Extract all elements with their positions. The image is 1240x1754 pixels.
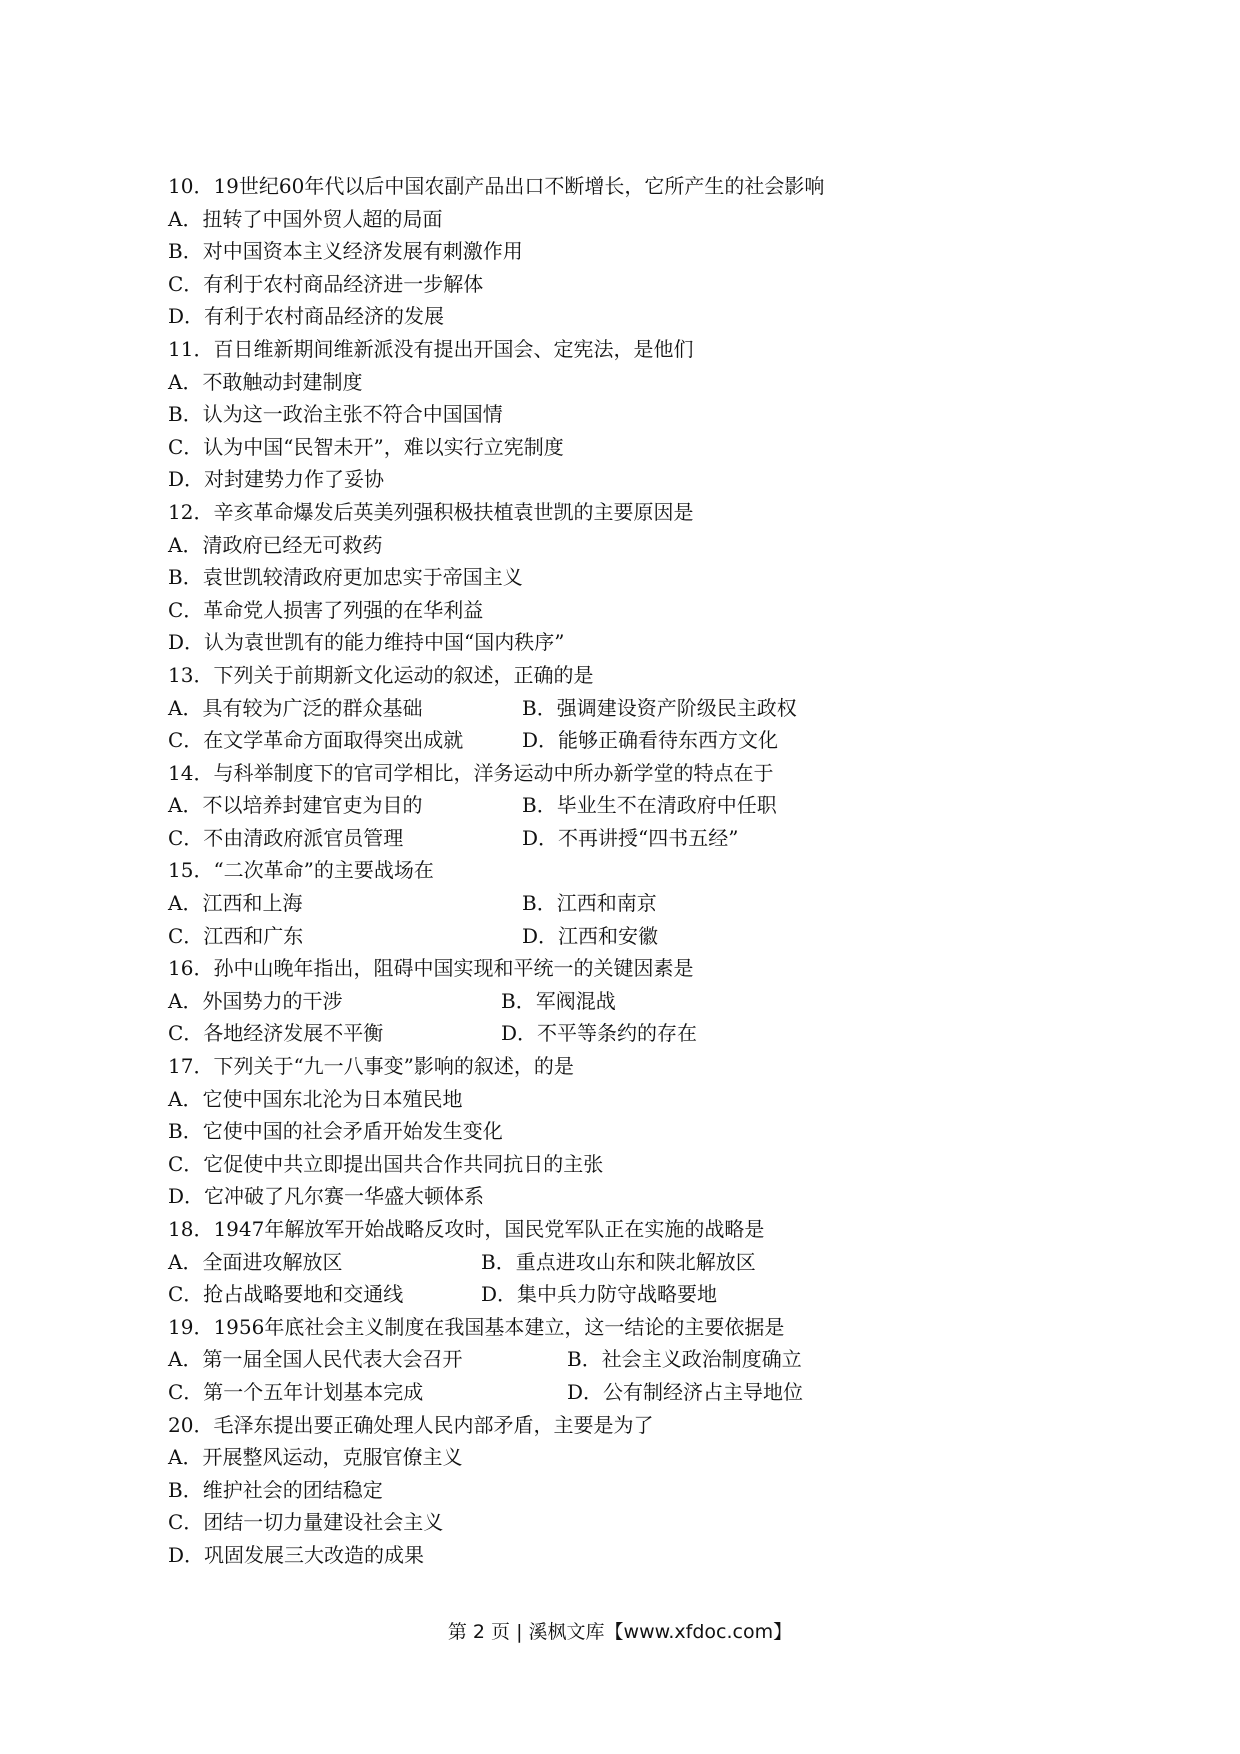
option-row xyxy=(168,463,1108,496)
option-text: C．各地经济发展不平衡 xyxy=(168,1021,384,1046)
option-text: D．认为袁世凯有的能力维持中国“国内秩序” xyxy=(168,630,565,655)
option-row xyxy=(168,1474,1108,1507)
question-list xyxy=(168,170,1108,1572)
option-row xyxy=(168,1278,1108,1311)
option-text: A．第一届全国人民代表大会召开 xyxy=(168,1347,463,1372)
option-row xyxy=(168,985,1108,1018)
option-text: C．有利于农村商品经济进一步解体 xyxy=(168,271,484,296)
option-row xyxy=(168,1376,1108,1409)
option-row xyxy=(168,920,1108,953)
option-row xyxy=(168,1180,1108,1213)
question-stem: 19．1956年底社会主义制度在我国基本建立，这一结论的主要依据是 xyxy=(168,1314,785,1339)
option-row xyxy=(168,626,1108,659)
option-row xyxy=(168,431,1108,464)
question-stem: 11．百日维新期间维新派没有提出开国会、定宪法，是他们 xyxy=(168,336,694,361)
option-text: C．革命党人损害了列强的在华利益 xyxy=(168,597,484,622)
option-text: D．集中兵力防守战略要地 xyxy=(481,1282,718,1307)
option-row xyxy=(168,203,1108,236)
option-text: C．不由清政府派官员管理 xyxy=(168,825,404,850)
option-text: B．毕业生不在清政府中任职 xyxy=(522,793,777,818)
option-row xyxy=(168,822,1108,855)
option-row xyxy=(168,1539,1108,1572)
option-text: C．在文学革命方面取得突出成就 xyxy=(168,728,464,753)
question-stem: 18．1947年解放军开始战略反攻时，国民党军队正在实施的战略是 xyxy=(168,1217,765,1241)
option-text: C．抢占战略要地和交通线 xyxy=(168,1282,404,1307)
option-row xyxy=(168,887,1108,920)
option-text: B．对中国资本主义经济发展有刺激作用 xyxy=(168,239,523,264)
option-row xyxy=(168,1115,1108,1148)
option-text: B．强调建设资产阶级民主政权 xyxy=(522,695,797,720)
option-row xyxy=(168,561,1108,594)
option-row xyxy=(168,1148,1108,1181)
option-row xyxy=(168,1017,1108,1050)
option-text: B．社会主义政治制度确立 xyxy=(567,1347,802,1372)
option-text: A．不以培养封建官吏为目的 xyxy=(168,793,423,818)
option-row xyxy=(168,789,1108,822)
question-stem: 10．19世纪60年代以后中国农副产品出口不断增长，它所产生的社会影响 xyxy=(168,174,825,198)
option-row xyxy=(168,724,1108,757)
option-text: D．能够正确看待东西方文化 xyxy=(522,728,779,753)
question-stem: 13．下列关于前期新文化运动的叙述，正确的是 xyxy=(168,662,594,687)
option-text: B．它使中国的社会矛盾开始发生变化 xyxy=(168,1119,503,1144)
option-text: A．外国势力的干涉 xyxy=(168,988,343,1013)
question-stem: 20．毛泽东提出要正确处理人民内部矛盾，主要是为了 xyxy=(168,1412,654,1437)
option-text: D．巩固发展三大改造的成果 xyxy=(168,1542,425,1567)
question-stem: 17．下列关于“九一八事变”影响的叙述，的是 xyxy=(168,1054,574,1079)
option-row xyxy=(168,235,1108,268)
option-text: D．它冲破了凡尔赛一华盛大顿体系 xyxy=(168,1184,485,1209)
option-row xyxy=(168,594,1108,627)
option-row xyxy=(168,692,1108,725)
option-text: A．开展整风运动，克服官僚主义 xyxy=(168,1445,463,1470)
option-text: A．它使中国东北沦为日本殖民地 xyxy=(168,1086,463,1111)
option-text: B．认为这一政治主张不符合中国国情 xyxy=(168,402,503,427)
option-text: A．清政府已经无可救药 xyxy=(168,532,383,557)
option-text: D．公有制经济占主导地位 xyxy=(567,1379,804,1404)
option-text: D．对封建势力作了妥协 xyxy=(168,467,385,492)
page-footer: 第 2 页 | 溪枫文库【www.xfdoc.com】 xyxy=(447,1621,793,1643)
option-row xyxy=(168,268,1108,301)
option-text: D．不平等条约的存在 xyxy=(501,1021,698,1046)
option-text: C．第一个五年计划基本完成 xyxy=(168,1379,424,1404)
option-text: D．不再讲授“四书五经” xyxy=(522,825,739,850)
option-text: B．维护社会的团结稳定 xyxy=(168,1477,383,1502)
option-text: B．重点进攻山东和陕北解放区 xyxy=(481,1249,756,1274)
question-stem: 16．孙中山晚年指出，阻碍中国实现和平统一的关键因素是 xyxy=(168,956,694,981)
option-text: C．认为中国“民智未开”，难以实行立宪制度 xyxy=(168,434,564,459)
option-text: C．它促使中共立即提出国共合作共同抗日的主张 xyxy=(168,1151,604,1176)
option-row xyxy=(168,529,1108,562)
option-row xyxy=(168,1083,1108,1116)
option-text: C．团结一切力量建设社会主义 xyxy=(168,1510,444,1535)
question-stem: 14．与科举制度下的官司学相比，洋务运动中所办新学堂的特点在于 xyxy=(168,760,774,785)
option-row xyxy=(168,300,1108,333)
option-row xyxy=(168,366,1108,399)
option-row xyxy=(168,1246,1108,1279)
option-text: A．扭转了中国外贸人超的局面 xyxy=(168,206,443,231)
option-text: D．江西和安徽 xyxy=(522,923,659,948)
option-text: C．江西和广东 xyxy=(168,923,304,948)
option-text: D．有利于农村商品经济的发展 xyxy=(168,304,445,329)
question-stem: 15．“二次革命”的主要战场在 xyxy=(168,858,434,883)
option-row xyxy=(168,398,1108,431)
option-text: B．袁世凯较清政府更加忠实于帝国主义 xyxy=(168,565,523,590)
option-row xyxy=(168,1441,1108,1474)
option-row xyxy=(168,1343,1108,1376)
option-text: A．江西和上海 xyxy=(168,891,303,916)
option-text: A．全面进攻解放区 xyxy=(168,1249,343,1274)
option-text: A．不敢触动封建制度 xyxy=(168,369,363,394)
question-stem: 12．辛亥革命爆发后英美列强积极扶植袁世凯的主要原因是 xyxy=(168,499,694,524)
option-text: B．军阀混战 xyxy=(501,988,616,1013)
option-text: B．江西和南京 xyxy=(522,891,657,916)
option-row xyxy=(168,1506,1108,1539)
option-text: A．具有较为广泛的群众基础 xyxy=(168,695,423,720)
